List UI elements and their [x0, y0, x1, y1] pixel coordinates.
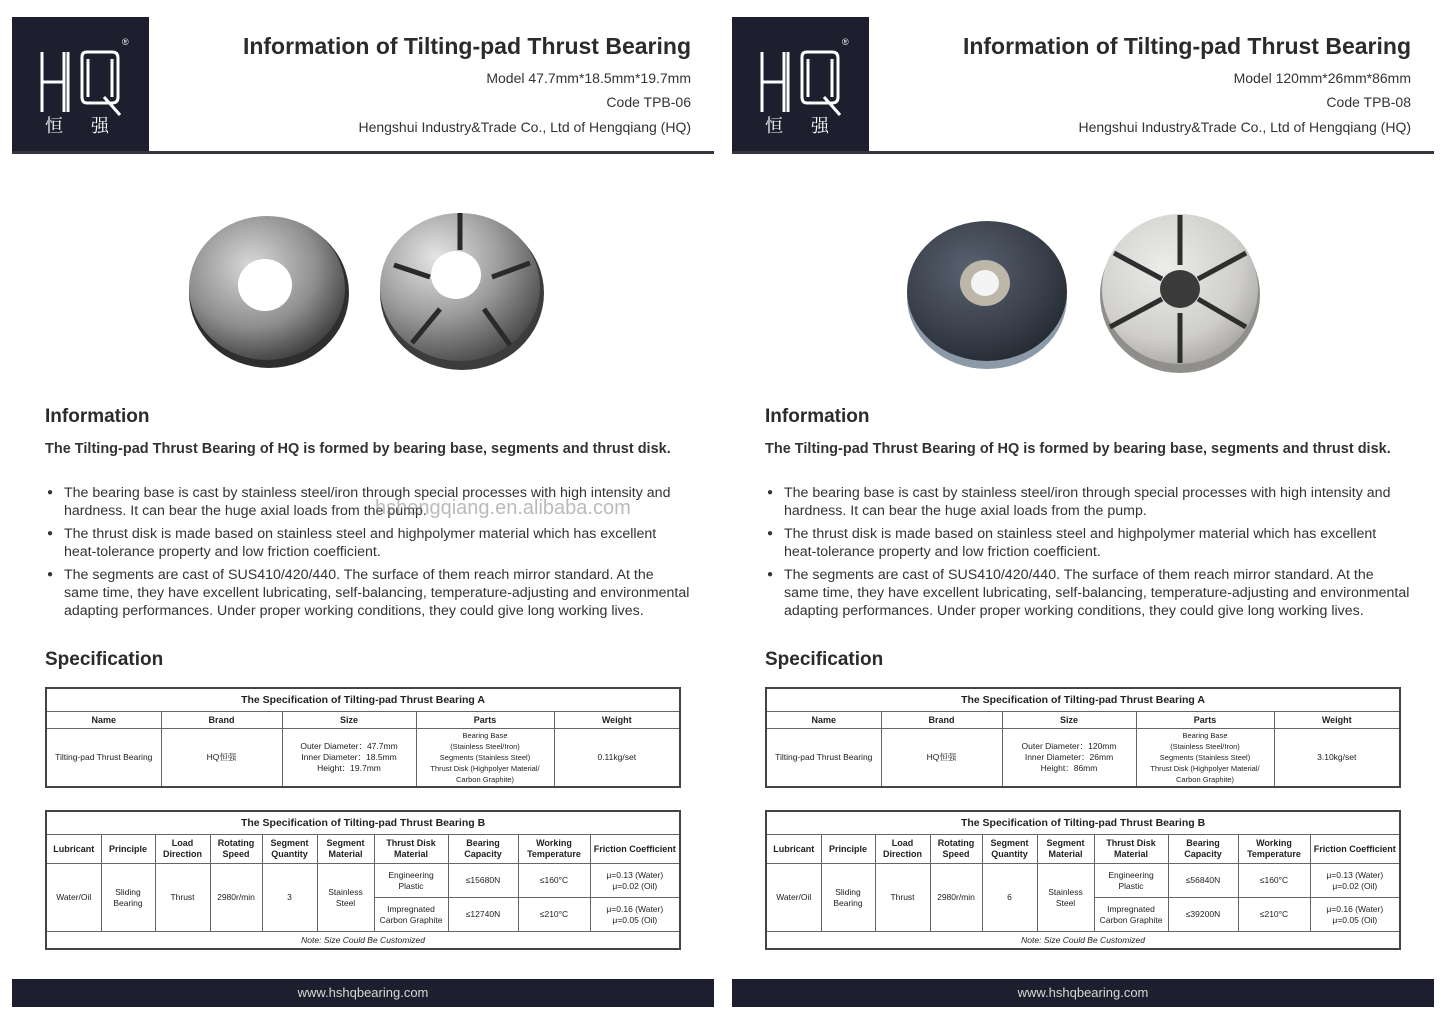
column-header: Segment Quantity [982, 835, 1037, 864]
company-text: Hengshui Industry&Trade Co., Ltd of Hengqiang (HQ) [1078, 119, 1411, 135]
friction-water: μ=0.13 (Water) [1326, 869, 1384, 880]
friction-cell [1310, 864, 1400, 898]
watermark-text: hshengqiang.en.alibaba.com [375, 497, 631, 519]
column-header: Thrust Disk Material [1094, 835, 1168, 864]
information-heading: Information [765, 406, 870, 427]
column-header: Load Direction [155, 835, 210, 864]
column-header: Weight [554, 712, 680, 729]
model-text: Model 120mm*26mm*86mm [1233, 70, 1411, 86]
friction-cell [590, 898, 680, 932]
column-header: Segment Material [317, 835, 374, 864]
table-title: The Specification of Tilting-pad Thrust Bearing A [46, 688, 680, 712]
disk-material-cell: Engineering Plastic [374, 864, 448, 898]
column-header: Load Direction [875, 835, 930, 864]
column-header: Principle [101, 835, 155, 864]
column-header: Weight [1274, 712, 1400, 729]
feature-item: ● The segments are cast of SUS410/420/440. The surface of them reach mirror standard. At the same time, they have excellent lubricating, self-balancing, temperature-adjusting and environmental adapting performances. Under proper working conditions, they could give long working lives. [45, 566, 690, 620]
temperature-cell: ≤210°C [518, 898, 590, 932]
table-title: The Specification of Tilting-pad Thrust Bearing B [766, 811, 1400, 835]
friction-oil: μ=0.05 (Oil) [1332, 914, 1378, 925]
parts-line: Thrust Disk (Highpolyer Material/ [430, 764, 540, 773]
table-row [46, 729, 680, 788]
friction-water: μ=0.13 (Water) [606, 869, 664, 880]
column-header: Rotating Speed [930, 835, 982, 864]
feature-item: ● The bearing base is cast by stainless steel/iron through special processes with high intensity and hardness. It can bear the huge axial loads from the pump. [765, 484, 1410, 520]
capacity-cell: ≤56840N [1168, 864, 1238, 898]
column-header: Name [46, 712, 161, 729]
column-header: Bearing Capacity [448, 835, 518, 864]
load-direction-cell: Thrust [155, 864, 210, 932]
logo-chinese-text: 恒 强 [765, 116, 836, 136]
temperature-cell: ≤160°C [518, 864, 590, 898]
parts-line: (Stainless Steel/Iron) [1170, 742, 1240, 751]
size-cell [282, 729, 416, 788]
bearing-base-image [380, 213, 544, 370]
inner-diameter: Inner Diameter：18.5mm [301, 752, 397, 762]
page-title: Information of Tilting-pad Thrust Bearing [962, 33, 1411, 59]
parts-cell [1136, 729, 1274, 788]
height: Height：86mm [1040, 763, 1098, 773]
parts-line: Bearing Base [462, 731, 508, 740]
lubricant-cell: Water/Oil [46, 864, 101, 932]
friction-oil: μ=0.05 (Oil) [612, 914, 658, 925]
principle-cell: Sliding Bearing [821, 864, 875, 932]
brand-cell: HQ恒强 [161, 729, 282, 788]
parts-line: Thrust Disk (Highpolyer Material/ [1150, 764, 1260, 773]
weight-cell: 3.10kg/set [1274, 729, 1400, 788]
feature-item: ● The thrust disk is made based on stainless steel and highpolymer material which has excellent heat-tolerance property and low friction coefficient. [765, 525, 1410, 561]
spec-table-b [765, 810, 1401, 950]
outer-diameter: Outer Diameter：47.7mm [300, 741, 398, 751]
spec-table-b [45, 810, 681, 950]
capacity-cell: ≤39200N [1168, 898, 1238, 932]
code-text: Code TPB-06 [606, 94, 691, 110]
friction-water: μ=0.16 (Water) [1326, 903, 1384, 914]
disk-material-cell: Engineering Plastic [1094, 864, 1168, 898]
logo-chinese-text: 恒 强 [45, 116, 116, 136]
column-header: Size [1002, 712, 1136, 729]
name-cell: Tilting-pad Thrust Bearing [46, 729, 161, 788]
parts-line: (Stainless Steel/Iron) [450, 742, 520, 751]
segment-material-cell: Stainless Steel [317, 864, 374, 932]
load-direction-cell: Thrust [875, 864, 930, 932]
column-header: Brand [161, 712, 282, 729]
principle-cell: Sliding Bearing [101, 864, 155, 932]
parts-cell [416, 729, 554, 788]
thrust-disk-image [189, 216, 349, 368]
friction-cell [1310, 898, 1400, 932]
thrust-disk-image [907, 221, 1067, 369]
segment-quantity-cell: 6 [982, 864, 1037, 932]
column-header: Principle [821, 835, 875, 864]
parts-line: Carbon Graphite) [1176, 775, 1234, 784]
column-header: Lubricant [46, 835, 101, 864]
rotating-speed-cell: 2980r/min [930, 864, 982, 932]
table-row [766, 864, 1400, 898]
product-photo [162, 205, 562, 375]
hq-logo [12, 17, 149, 152]
specification-heading: Specification [45, 649, 164, 670]
model-text: Model 47.7mm*18.5mm*19.7mm [486, 70, 691, 86]
footer-website[interactable]: www.hshqbearing.com [12, 979, 714, 1007]
column-header: Name [766, 712, 881, 729]
column-header: Lubricant [766, 835, 821, 864]
parts-line: Segments (Stainless Steel) [1159, 753, 1251, 762]
datasheet-page-tpb08 [732, 0, 1434, 1020]
column-header: Brand [881, 712, 1002, 729]
segment-quantity-cell: 3 [262, 864, 317, 932]
column-header: Working Temperature [518, 835, 590, 864]
feature-item: ● The bearing base is cast by stainless steel/iron through special processes with high intensity and hardness. It can bear the huge axial loads from the pump. [45, 484, 690, 520]
brand-cell: HQ恒强 [881, 729, 1002, 788]
registered-mark: ® [122, 37, 129, 47]
column-header: Size [282, 712, 416, 729]
weight-cell: 0.11kg/set [554, 729, 680, 788]
friction-cell [590, 864, 680, 898]
parts-line: Carbon Graphite) [456, 775, 514, 784]
column-header: Working Temperature [1238, 835, 1310, 864]
company-text: Hengshui Industry&Trade Co., Ltd of Hengqiang (HQ) [358, 119, 691, 135]
header-divider [12, 151, 714, 154]
column-header: Friction Coefficient [590, 835, 680, 864]
rotating-speed-cell: 2980r/min [210, 864, 262, 932]
parts-line: Bearing Base [1182, 731, 1228, 740]
column-header: Parts [416, 712, 554, 729]
feature-item: ● The thrust disk is made based on stainless steel and highpolymer material which has excellent heat-tolerance property and low friction coefficient. [45, 525, 690, 561]
inner-diameter: Inner Diameter：26mm [1024, 752, 1114, 762]
specification-heading: Specification [765, 649, 884, 670]
segment-material-cell: Stainless Steel [1037, 864, 1094, 932]
intro-text: The Tilting-pad Thrust Bearing of HQ is formed by bearing base, segments and thrust disk. [45, 441, 671, 457]
header-divider [732, 151, 1434, 154]
table-title: The Specification of Tilting-pad Thrust Bearing B [46, 811, 680, 835]
table-note: Note: Size Could Be Customized [766, 932, 1400, 950]
parts-line: Segments (Stainless Steel) [439, 753, 531, 762]
table-note: Note: Size Could Be Customized [46, 932, 680, 950]
friction-oil: μ=0.02 (Oil) [612, 880, 658, 891]
temperature-cell: ≤210°C [1238, 898, 1310, 932]
column-header: Parts [1136, 712, 1274, 729]
spec-table-a [45, 687, 681, 788]
feature-item: ● The segments are cast of SUS410/420/440. The surface of them reach mirror standard. At the same time, they have excellent lubricating, self-balancing, temperature-adjusting and environmental adapting performances. Under proper working conditions, they could give long working lives. [765, 566, 1410, 620]
feature-list [765, 484, 1410, 625]
column-header: Bearing Capacity [1168, 835, 1238, 864]
column-header: Segment Material [1037, 835, 1094, 864]
bearing-base-image [1100, 214, 1260, 373]
outer-diameter: Outer Diameter：120mm [1021, 741, 1117, 751]
hq-logo [732, 17, 869, 152]
disk-material-cell: Impregnated Carbon Graphite [1094, 898, 1168, 932]
friction-water: μ=0.16 (Water) [606, 903, 664, 914]
column-header: Friction Coefficient [1310, 835, 1400, 864]
intro-text: The Tilting-pad Thrust Bearing of HQ is formed by bearing base, segments and thrust disk. [765, 441, 1391, 457]
column-header: Segment Quantity [262, 835, 317, 864]
table-row [766, 729, 1400, 788]
page-title: Information of Tilting-pad Thrust Bearing [242, 33, 691, 59]
height: Height：19.7mm [317, 763, 381, 773]
friction-oil: μ=0.02 (Oil) [1332, 880, 1378, 891]
capacity-cell: ≤12740N [448, 898, 518, 932]
column-header: Thrust Disk Material [374, 835, 448, 864]
registered-mark: ® [842, 37, 849, 47]
column-header: Rotating Speed [210, 835, 262, 864]
code-text: Code TPB-08 [1326, 94, 1411, 110]
information-heading: Information [45, 406, 150, 427]
table-title: The Specification of Tilting-pad Thrust Bearing A [766, 688, 1400, 712]
name-cell: Tilting-pad Thrust Bearing [766, 729, 881, 788]
disk-material-cell: Impregnated Carbon Graphite [374, 898, 448, 932]
lubricant-cell: Water/Oil [766, 864, 821, 932]
capacity-cell: ≤15680N [448, 864, 518, 898]
temperature-cell: ≤160°C [1238, 864, 1310, 898]
spec-table-a [765, 687, 1401, 788]
table-row [46, 864, 680, 898]
footer-website[interactable]: www.hshqbearing.com [732, 979, 1434, 1007]
size-cell [1002, 729, 1136, 788]
product-photo [882, 205, 1282, 375]
